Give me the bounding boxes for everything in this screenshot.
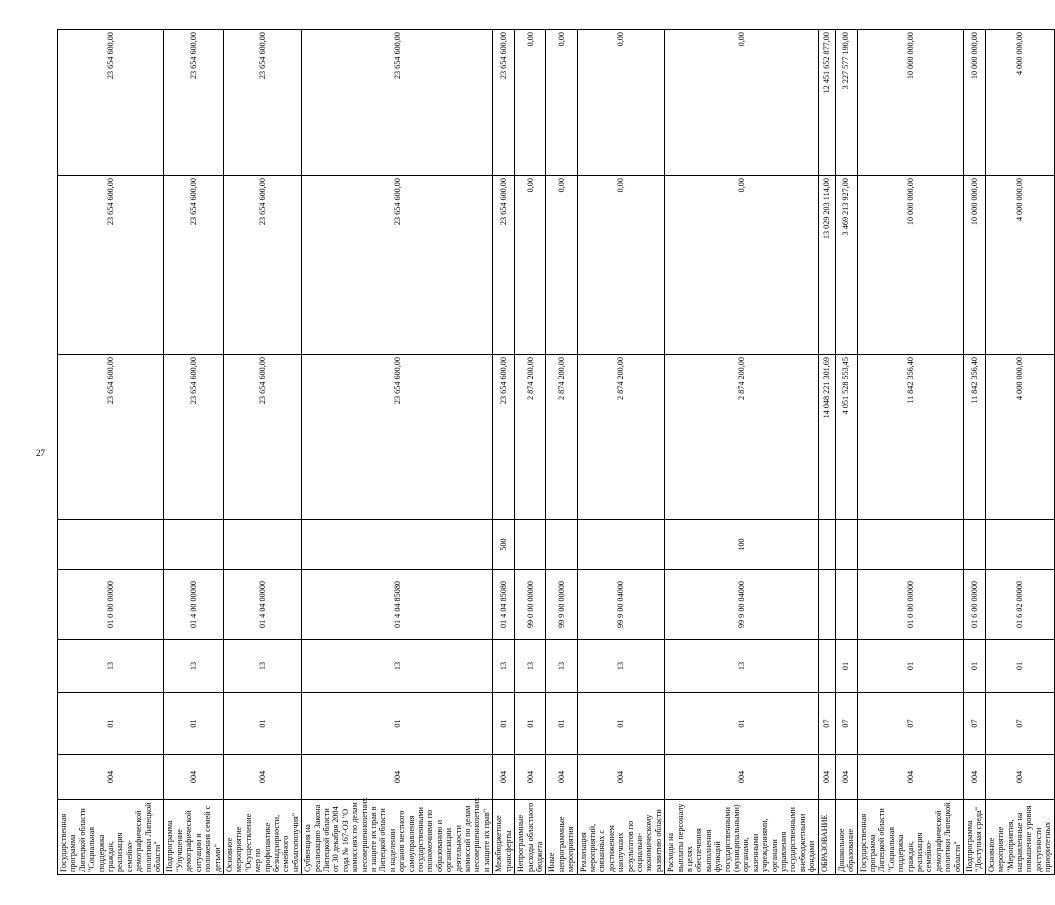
- row-plan2: 4 000 000,00: [985, 30, 1054, 176]
- row-name: Непрограммные расходы областного бюджета: [515, 800, 546, 875]
- row-name: Иные непрограммные мероприятия: [546, 800, 577, 875]
- row-amount: 23 654 600,00: [58, 355, 164, 520]
- row-plan1: 3 469 213 927,00: [835, 176, 857, 355]
- row-plan1: 10 000 000,00: [857, 176, 963, 355]
- row-name: Субвенция на реализацию Закона Липецкой области от 30 декабря 2004 года № 167-ОЗ "О комиссиях по делам несовершеннолетних и защите их прав в Липецкой области и наделении органов местного самоуправления государственными полномочиями по образованию и организации деятельности комиссий по делам несовершеннолетних и защите их прав": [302, 800, 493, 875]
- row-section: 01: [223, 693, 301, 755]
- row-plan1: 23 654 600,00: [223, 176, 301, 355]
- row-subsection: 13: [164, 640, 223, 693]
- row-section: 07: [835, 693, 857, 755]
- row-target: 01 4 04 85080: [493, 570, 515, 640]
- row-target: 01 6 02 00000: [985, 570, 1054, 640]
- row-plan1: 0,00: [665, 176, 819, 355]
- table-row: [164, 30, 223, 875]
- table-row: [985, 30, 1054, 875]
- row-target: [835, 570, 857, 640]
- row-type: [963, 520, 985, 570]
- row-plan1: 0,00: [515, 176, 546, 355]
- row-plan2: 0,00: [515, 30, 546, 176]
- row-type: [546, 520, 577, 570]
- row-plan2: 0,00: [577, 30, 665, 176]
- row-type: [857, 520, 963, 570]
- row-plan1: 23 654 600,00: [493, 176, 515, 355]
- row-plan2: 10 000 000,00: [857, 30, 963, 176]
- row-plan2: 23 654 600,00: [302, 30, 493, 176]
- row-plan2: 23 654 600,00: [223, 30, 301, 176]
- row-amount: 11 842 356,40: [963, 355, 985, 520]
- row-section: 01: [546, 693, 577, 755]
- table-row: [58, 30, 164, 875]
- row-subsection: 13: [546, 640, 577, 693]
- row-name: Подпрограмма "Улучшение демографической ситуации и положения семей с детьми": [164, 800, 223, 875]
- row-subsection: 01: [835, 640, 857, 693]
- row-name: Подпрограмма "Доступная среда": [963, 800, 985, 875]
- row-admin: 004: [985, 755, 1054, 800]
- row-name: Межбюджетные трансферты: [493, 800, 515, 875]
- row-amount: 2 874 200,00: [546, 355, 577, 520]
- row-target: 01 4 04 00000: [223, 570, 301, 640]
- table-row: [546, 30, 577, 875]
- row-plan1: 23 654 600,00: [302, 176, 493, 355]
- row-type: [223, 520, 301, 570]
- row-admin: 004: [857, 755, 963, 800]
- row-admin: 004: [963, 755, 985, 800]
- row-subsection: 13: [493, 640, 515, 693]
- table-row: [818, 30, 835, 875]
- row-subsection: 13: [665, 640, 819, 693]
- row-target: 01 6 00 00000: [963, 570, 985, 640]
- rotated-table-wrapper: [57, 30, 1053, 875]
- row-section: 07: [963, 693, 985, 755]
- row-admin: 004: [577, 755, 665, 800]
- row-plan1: 0,00: [546, 176, 577, 355]
- row-plan2: 23 654 600,00: [58, 30, 164, 176]
- row-plan2: 12 451 652 877,00: [818, 30, 835, 176]
- page-number: 27: [36, 448, 45, 458]
- row-target: [818, 570, 835, 640]
- row-type: 100: [665, 520, 819, 570]
- table-row: [577, 30, 665, 875]
- row-amount: 23 654 600,00: [493, 355, 515, 520]
- row-subsection: 13: [515, 640, 546, 693]
- row-type: 500: [493, 520, 515, 570]
- row-section: 07: [857, 693, 963, 755]
- row-amount: 4 000 000,00: [985, 355, 1054, 520]
- row-section: 01: [58, 693, 164, 755]
- row-plan1: 23 654 600,00: [164, 176, 223, 355]
- row-admin: 004: [58, 755, 164, 800]
- row-plan1: 4 000 000,00: [985, 176, 1054, 355]
- row-amount: 2 874 200,00: [577, 355, 665, 520]
- row-amount: 23 654 600,00: [164, 355, 223, 520]
- row-name: Основное мероприятие "Осуществление мер по профилактике безнадзорности, семейного неблагополучия": [223, 800, 301, 875]
- table-row: [963, 30, 985, 875]
- row-subsection: 13: [577, 640, 665, 693]
- row-type: [164, 520, 223, 570]
- row-target: 99 9 00 04000: [577, 570, 665, 640]
- row-subsection: 01: [963, 640, 985, 693]
- row-admin: 004: [493, 755, 515, 800]
- row-type: [58, 520, 164, 570]
- row-target: 99 0 00 00000: [515, 570, 546, 640]
- row-target: 01 0 00 00000: [58, 570, 164, 640]
- row-amount: 14 048 221 301,69: [818, 355, 835, 520]
- row-plan2: 23 654 600,00: [164, 30, 223, 176]
- row-plan2: 3 227 577 190,00: [835, 30, 857, 176]
- row-admin: 004: [164, 755, 223, 800]
- table-row: [302, 30, 493, 875]
- row-admin: 004: [835, 755, 857, 800]
- row-admin: 004: [223, 755, 301, 800]
- row-target: 01 4 04 85080: [302, 570, 493, 640]
- table-row: [835, 30, 857, 875]
- row-subsection: 01: [985, 640, 1054, 693]
- row-amount: 4 051 528 553,45: [835, 355, 857, 520]
- row-target: 99 9 00 04000: [665, 570, 819, 640]
- row-section: 01: [302, 693, 493, 755]
- row-plan1: 10 000 000,00: [963, 176, 985, 355]
- row-subsection: 13: [58, 640, 164, 693]
- row-type: [835, 520, 857, 570]
- row-name: Дошкольное образование: [835, 800, 857, 875]
- row-subsection: [818, 640, 835, 693]
- row-name: Государственная программа Липецкой области "Социальная поддержка граждан, реализация семейно-демографической политики Липецкой области": [58, 800, 164, 875]
- row-section: 07: [985, 693, 1054, 755]
- row-admin: 004: [515, 755, 546, 800]
- row-subsection: 13: [223, 640, 301, 693]
- row-type: [985, 520, 1054, 570]
- row-type: [818, 520, 835, 570]
- table-row: [223, 30, 301, 875]
- row-amount: 11 842 356,40: [857, 355, 963, 520]
- row-subsection: 01: [857, 640, 963, 693]
- table-row: [665, 30, 819, 875]
- row-admin: 004: [818, 755, 835, 800]
- row-plan1: 23 654 600,00: [58, 176, 164, 355]
- row-target: 99 9 00 00000: [546, 570, 577, 640]
- row-name: Реализация мероприятий, связанных с достижением наилучших результатов по социально-экономическому развитию области: [577, 800, 665, 875]
- row-amount: 2 874 200,00: [515, 355, 546, 520]
- row-name: ОБРАЗОВАНИЕ: [818, 800, 835, 875]
- row-amount: 23 654 600,00: [302, 355, 493, 520]
- row-plan2: 10 000 000,00: [963, 30, 985, 176]
- row-type: [302, 520, 493, 570]
- budget-table: [57, 29, 1055, 875]
- row-plan2: 0,00: [546, 30, 577, 176]
- row-section: 01: [577, 693, 665, 755]
- row-plan2: 23 654 600,00: [493, 30, 515, 176]
- row-admin: 004: [546, 755, 577, 800]
- row-plan1: 0,00: [577, 176, 665, 355]
- row-admin: 004: [665, 755, 819, 800]
- row-amount: 2 874 200,00: [665, 355, 819, 520]
- table-row: [515, 30, 546, 875]
- row-section: 01: [665, 693, 819, 755]
- row-section: 01: [493, 693, 515, 755]
- row-name: Государственная программа Липецкой области "Социальная поддержка граждан, реализация семейно-демографической политики Липецкой области": [857, 800, 963, 875]
- row-name: Расходы на выплаты персоналу в целях обеспечения выполнения функций государственными (муниципальными) органами, казенными учреждениями, органами управления государственными внебюджетными фондами: [665, 800, 819, 875]
- row-section: 01: [515, 693, 546, 755]
- row-section: 07: [818, 693, 835, 755]
- table-row: [857, 30, 963, 875]
- row-admin: 004: [302, 755, 493, 800]
- row-type: [577, 520, 665, 570]
- row-section: 01: [164, 693, 223, 755]
- row-plan1: 13 029 203 114,00: [818, 176, 835, 355]
- row-target: 01 0 00 00000: [857, 570, 963, 640]
- row-type: [515, 520, 546, 570]
- row-subsection: 13: [302, 640, 493, 693]
- row-amount: 23 654 600,00: [223, 355, 301, 520]
- table-row: [493, 30, 515, 875]
- row-plan2: 0,00: [665, 30, 819, 176]
- row-name: Основное мероприятие "Мероприятия, направленные на повышение уровня доступности приоритетных: [985, 800, 1054, 875]
- row-target: 01 4 00 00000: [164, 570, 223, 640]
